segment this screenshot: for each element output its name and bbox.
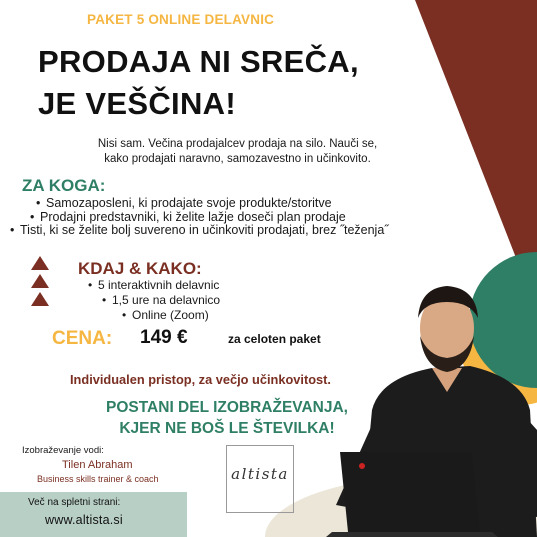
list-item: • 1,5 ure na delavnico [112,293,220,308]
laptop-icon [326,452,498,537]
laptop-base [326,532,498,537]
triangle-icon [31,292,49,306]
list-item: • Tisti, ki se želite bolj suvereno in učinkoviti prodajati, brez ˝teženja˝ [20,224,388,238]
trainer-name: Tilen Abraham [62,459,133,471]
list-item: • 5 interaktivnih delavnic [98,278,220,293]
cta-line-1: POSTANI DEL IZOBRAŽEVANJA, [106,399,348,416]
price-note: za celoten paket [228,332,321,346]
format-list [98,278,220,323]
trainer-role: Business skills trainer & coach [37,474,159,484]
price-label: CENA: [52,328,113,349]
headline-line-1: PRODAJA NI SREČA, [38,44,359,79]
intro-line-1: Nisi sam. Večina prodajalcev prodaja na silo. Nauči se, [97,138,378,150]
triangle-icon [31,274,49,288]
format-heading: KDAJ & KAKO: [78,259,202,278]
audience-list [20,196,389,238]
altista-logo-text: altista [231,465,289,483]
package-eyebrow: PAKET 5 ONLINE DELAVNIC [87,12,275,27]
audience-heading: ZA KOGA: [22,176,106,195]
cta-line-2: KJER NE BOŠ LE ŠTEVILKA! [119,420,335,437]
price-value: 149 € [140,327,188,348]
website-label: Več na spletni strani: [28,497,121,508]
intro-text [40,137,435,167]
triangle-icon [31,256,49,270]
website-url-link[interactable]: www.altista.si [45,513,123,527]
intro-line-2: kako prodajati naravno, samozavestno in učinkovito. [104,153,371,165]
laptop-badge [359,463,365,469]
list-item: • Online (Zoom) [132,308,220,323]
trainer-label: Izobraževanje vodi: [22,445,104,456]
list-item: • Prodajni predstavniki, ki želite lažje doseči plan prodaje [40,211,388,225]
tagline: Individualen pristop, za večjo učinkovitost. [70,372,331,387]
list-item: • Samozaposleni, ki prodajate svoje produkte/storitve [46,197,388,211]
brown-diagonal-band [415,0,537,268]
headline-line-2: JE VEŠČINA! [38,86,236,121]
